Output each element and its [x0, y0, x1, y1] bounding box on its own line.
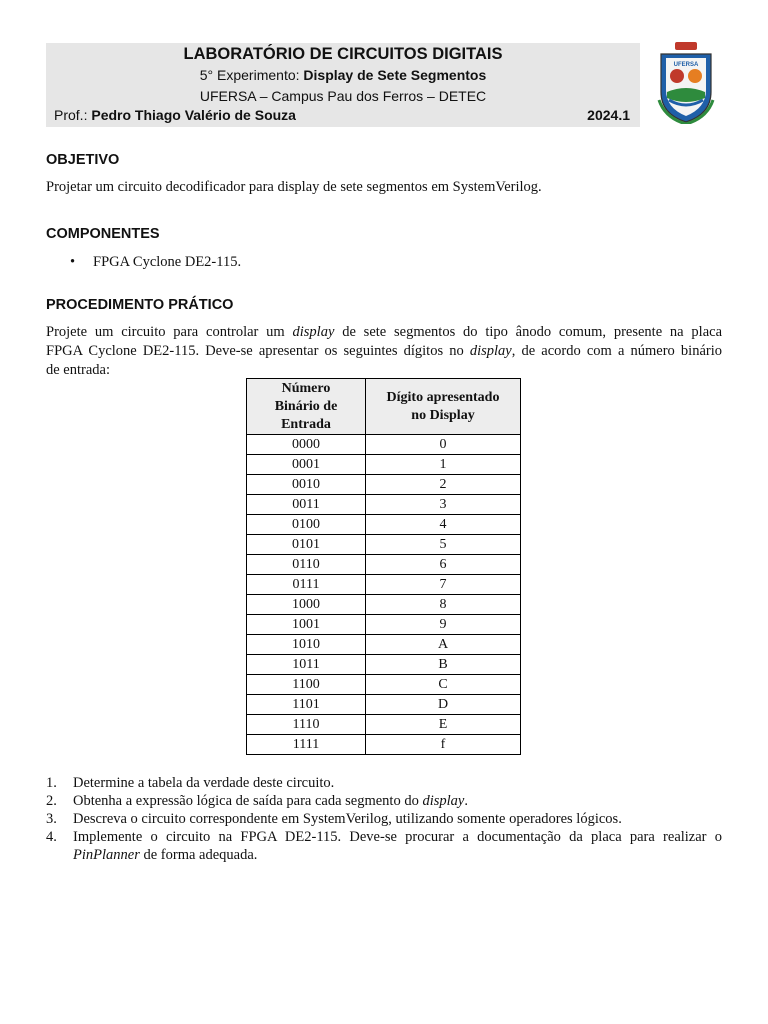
objetivo-text: Projetar um circuito decodificador para display de sete segmentos em SystemVerilog.: [46, 179, 542, 195]
table-row: [247, 515, 521, 535]
digit-cell: 0: [366, 435, 521, 455]
professor-line: Prof.: Pedro Thiago Valério de Souza: [54, 107, 296, 123]
binary-cell: 1011: [247, 655, 366, 675]
digit-cell: D: [366, 695, 521, 715]
semester: 2024.1: [587, 107, 630, 123]
header-display-digit: Dígito apresentado no Display: [366, 379, 521, 435]
digit-cell: 1: [366, 455, 521, 475]
section-title-procedimento: PROCEDIMENTO PRÁTICO: [46, 297, 234, 313]
step-item: [46, 810, 722, 828]
bullet-icon: •: [70, 254, 76, 270]
digit-cell: 9: [366, 615, 521, 635]
binary-cell: 1000: [247, 595, 366, 615]
intro-line-1: Projete um circuito para controlar um display de sete segmentos do tipo ânodo comum, presente na placa: [46, 324, 723, 340]
step-text-line-2: PinPlanner de forma adequada.: [73, 847, 258, 863]
binary-cell: 0011: [247, 495, 366, 515]
binary-cell: 1101: [247, 695, 366, 715]
binary-cell: 1100: [247, 675, 366, 695]
table-row: [247, 615, 521, 635]
digit-cell: 2: [366, 475, 521, 495]
section-title-objetivo: OBJETIVO: [46, 152, 120, 168]
digit-cell: B: [366, 655, 521, 675]
ufersa-logo: [655, 40, 717, 124]
component-item: FPGA Cyclone DE2-115.: [93, 254, 242, 270]
digit-cell: E: [366, 715, 521, 735]
binary-cell: 1110: [247, 715, 366, 735]
step-text: Determine a tabela da verdade deste circuito.: [73, 775, 335, 791]
experiment-line: 5° Experimento: Display de Sete Segmentos: [199, 67, 487, 83]
table-row: [247, 475, 521, 495]
step-item: [46, 774, 722, 792]
professor-name: Pedro Thiago Valério de Souza: [91, 107, 296, 123]
digit-cell: 3: [366, 495, 521, 515]
digit-cell: 5: [366, 535, 521, 555]
step-number: 2.: [46, 793, 57, 809]
digit-cell: 8: [366, 595, 521, 615]
table-row: [247, 455, 521, 475]
binary-cell: 0101: [247, 535, 366, 555]
section-title-componentes: COMPONENTES: [46, 226, 160, 242]
header-binary-input: Número Binário de Entrada: [247, 379, 366, 435]
table-row: [247, 535, 521, 555]
binary-cell: 1001: [247, 615, 366, 635]
table-row: [247, 435, 521, 455]
table-row: [247, 655, 521, 675]
table-row: [247, 635, 521, 655]
digit-cell: C: [366, 675, 521, 695]
step-number: 3.: [46, 811, 57, 827]
step-text-line-1: Implemente o circuito na FPGA DE2-115. Deve-se procurar a documentação da placa para realizar o: [73, 829, 722, 845]
intro-line-3: de entrada:: [46, 362, 111, 378]
table-header-row: [247, 379, 521, 435]
procedure-steps: [46, 774, 722, 864]
experiment-name: Display de Sete Segmentos: [303, 67, 487, 83]
binary-cell: 1111: [247, 735, 366, 755]
step-text: Obtenha a expressão lógica de saída para cada segmento do display.: [73, 793, 468, 809]
intro-line-2: FPGA Cyclone DE2-115. Deve-se apresentar os seguintes dígitos no display, de acordo com a número binário: [46, 343, 722, 359]
institution-line: UFERSA – Campus Pau dos Ferros – DETEC: [199, 88, 487, 104]
digit-cell: 4: [366, 515, 521, 535]
table-row: [247, 575, 521, 595]
binary-cell: 0100: [247, 515, 366, 535]
table-row: [247, 555, 521, 575]
table-row: [247, 735, 521, 755]
binary-cell: 1010: [247, 635, 366, 655]
procedimento-intro: [46, 323, 722, 380]
step-number: 4.: [46, 829, 57, 845]
table-row: [247, 595, 521, 615]
table-row: [247, 695, 521, 715]
lab-title: LABORATÓRIO DE CIRCUITOS DIGITAIS: [183, 45, 503, 63]
binary-cell: 0111: [247, 575, 366, 595]
binary-cell: 0000: [247, 435, 366, 455]
decoder-table: [246, 378, 521, 755]
table-row: [247, 675, 521, 695]
table-row: [247, 495, 521, 515]
binary-cell: 0001: [247, 455, 366, 475]
step-item: [46, 792, 722, 810]
svg-text:UFERSA: UFERSA: [673, 62, 699, 68]
step-item: [46, 828, 722, 864]
digit-cell: A: [366, 635, 521, 655]
binary-cell: 0010: [247, 475, 366, 495]
digit-cell: f: [366, 735, 521, 755]
document-header: [46, 43, 640, 127]
table-row: [247, 715, 521, 735]
step-number: 1.: [46, 775, 57, 791]
digit-cell: 7: [366, 575, 521, 595]
step-text: Descreva o circuito correspondente em SystemVerilog, utilizando somente operadores lógicos.: [73, 811, 622, 827]
digit-cell: 6: [366, 555, 521, 575]
binary-cell: 0110: [247, 555, 366, 575]
